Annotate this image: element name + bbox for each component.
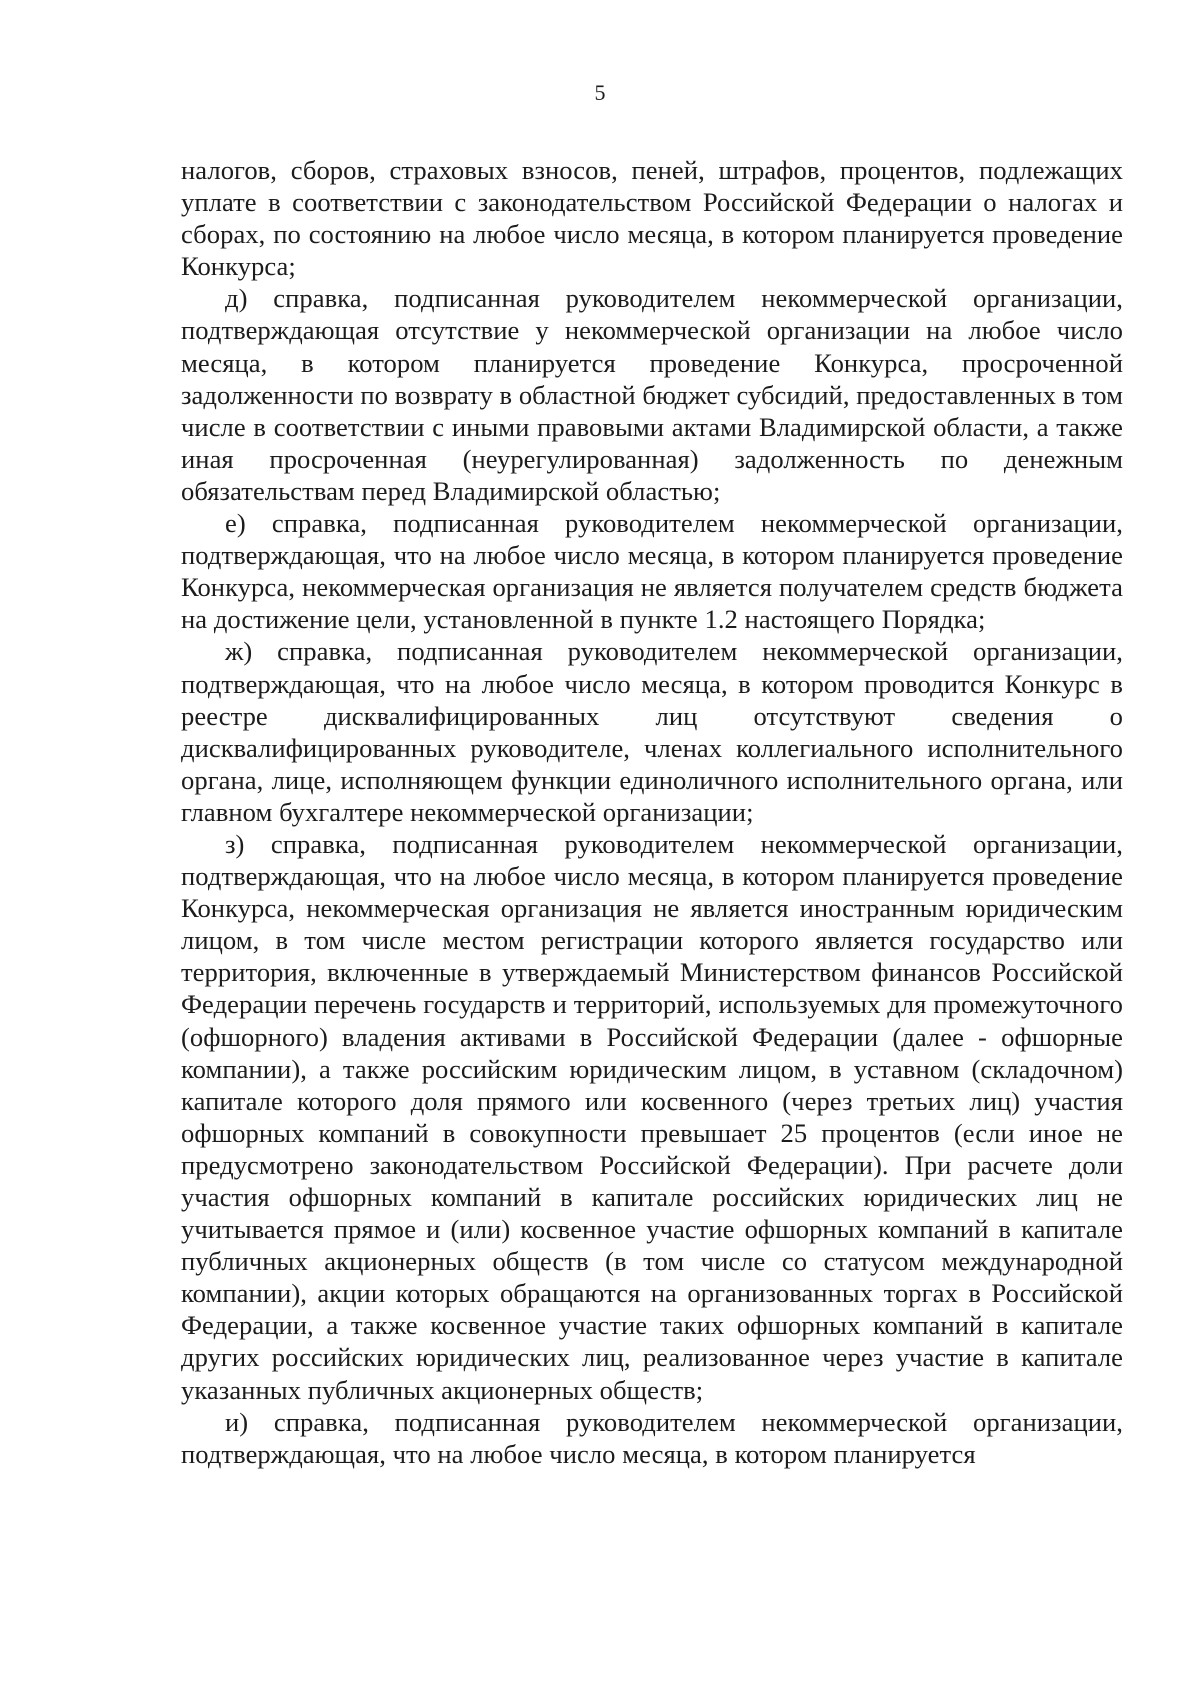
paragraph-item-e: е) справка, подписанная руководителем некоммерческой организации, подтверждающая, что на любое число месяца, в котором планируется проведение Конкурса, некоммерческая организация не является получателем средств бюджета на достижение цели, установленной в пункте 1.2 настоящего Порядка; xyxy=(181,508,1123,635)
paragraph-continuation: налогов, сборов, страховых взносов, пеней, штрафов, процентов, подлежащих уплате в соответствии с законодательством Российской Федерации о налогах и сборах, по состоянию на любое число месяца, в котором планируется проведение Конкурса; xyxy=(181,155,1123,282)
page-number: 5 xyxy=(594,80,606,105)
paragraph-item-zh: ж) справка, подписанная руководителем некоммерческой организации, подтверждающая, что на любое число месяца, в котором проводится Конкурс в реестре дисквалифицированных лиц отсутствуют сведения о дисквалифицированных руководителе, членах коллегиального исполнительного органа, лице, исполняющем функции единоличного исполнительного органа, или главном бухгалтере некоммерческой организации; xyxy=(181,636,1123,827)
paragraph-item-z: з) справка, подписанная руководителем некоммерческой организации, подтверждающая, что на любое число месяца, в котором планируется проведение Конкурса, некоммерческая организация не является иностранным юридическим лицом, в том числе местом регистрации которого является государство или территория, включенные в утверждаемый Министерством финансов Российской Федерации перечень государств и территорий, используемых для промежуточного (офшорного) владения активами в Российской Федерации (далее - офшорные компании), а также российским юридическим лицом, в уставном (складочном) капитале которого доля прямого или косвенного (через третьих лиц) участия офшорных компаний в совокупности превышает 25 процентов (если иное не предусмотрено законодательством Российской Федерации). При расчете доли участия офшорных компаний в капитале российских юридических лиц не учитывается прямое и (или) косвенное участие офшорных компаний в капитале публичных акционерных обществ (в том числе со статусом международной компании), акции которых обращаются на организованных торгах в Российской Федерации, а также косвенное участие таких офшорных компаний в капитале других российских юридических лиц, реализованное через участие в капитале указанных публичных акционерных обществ; xyxy=(181,828,1123,1405)
document-body xyxy=(181,154,1123,1470)
paragraph-item-d: д) справка, подписанная руководителем некоммерческой организации, подтверждающая отсутствие у некоммерческой организации на любое число месяца, в котором планируется проведение Конкурса, просроченной задолженности по возврату в областной бюджет субсидий, предоставленных в том числе в соответствии с иными правовыми актами Владимирской области, а также иная просроченная (неурегулированная) задолженность по денежным обязательствам перед Владимирской областью; xyxy=(181,283,1123,506)
paragraph-item-i: и) справка, подписанная руководителем некоммерческой организации, подтверждающая, что на любое число месяца, в котором планируется xyxy=(181,1406,1123,1469)
